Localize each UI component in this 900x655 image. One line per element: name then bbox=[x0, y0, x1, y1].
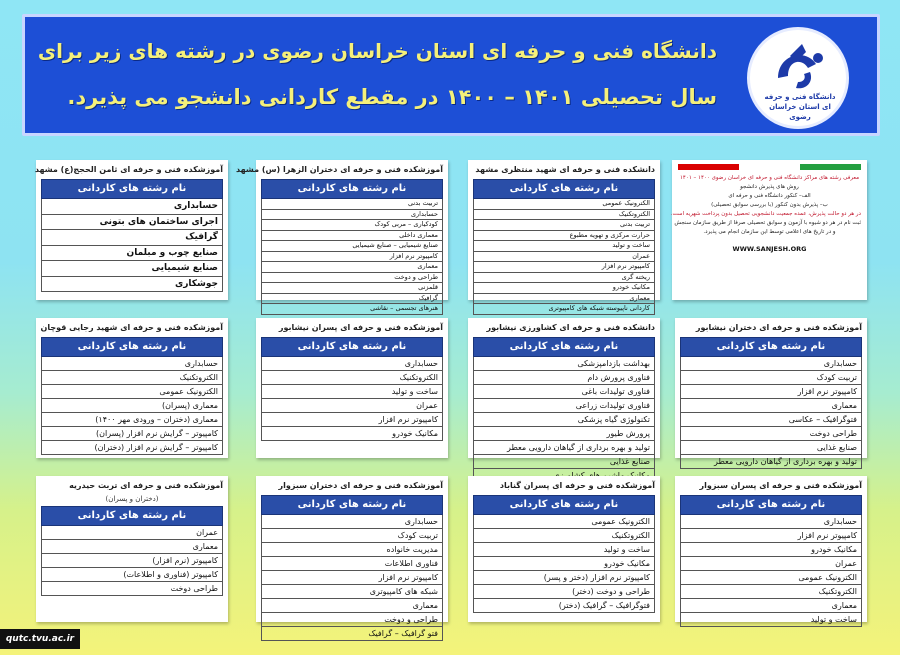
college-card bbox=[468, 160, 660, 312]
header-banner bbox=[22, 14, 880, 136]
college-title: آموزشکده فنی و حرفه ای دختران الزهرا (س) مشهد bbox=[236, 165, 443, 174]
site-url-label[interactable]: qutc.tvu.ac.ir bbox=[0, 629, 80, 649]
majors-header: نام رشته های کاردانی bbox=[261, 179, 443, 199]
major-item: معماری (دختران – ورودی مهر ۱۴۰۰) bbox=[41, 413, 223, 427]
major-item: الکتروتکنیک bbox=[41, 371, 223, 385]
major-item: ساخت و تولید bbox=[680, 613, 862, 627]
majors-header: نام رشته های کاردانی bbox=[261, 337, 443, 357]
college-card bbox=[256, 476, 448, 638]
major-item: الکتروتکنیک bbox=[473, 210, 655, 221]
college-card bbox=[36, 476, 228, 622]
college-title: آموزشکده فنی و حرفه ای پسران گناباد bbox=[499, 481, 655, 490]
major-item: تربیت کودک bbox=[261, 529, 443, 543]
major-item: کامپیوتر نرم افزار bbox=[680, 385, 862, 399]
major-item: اجرای ساختمان های بتونی bbox=[41, 215, 223, 231]
majors-header: نام رشته های کاردانی bbox=[41, 179, 223, 199]
major-item: ساخت و تولید bbox=[473, 241, 655, 252]
major-item: طراحی دوخت bbox=[41, 582, 223, 596]
major-item: معماری bbox=[680, 399, 862, 413]
major-item: شبکه های کامپیوتری bbox=[261, 585, 443, 599]
major-item: فتوگرافیک – عکاسی bbox=[680, 413, 862, 427]
major-item: صنایع چوب و مبلمان bbox=[41, 246, 223, 262]
majors-header: نام رشته های کاردانی bbox=[473, 495, 655, 515]
majors-list bbox=[680, 515, 862, 627]
college-subtitle: (دختران و پسران) bbox=[105, 495, 159, 503]
major-item: کامپیوتر (نرم افزار) bbox=[41, 554, 223, 568]
major-item: معماری داخلی bbox=[261, 231, 443, 242]
major-item: حرارت مرکزی و تهویه مطبوع bbox=[473, 231, 655, 242]
majors-list bbox=[473, 515, 655, 613]
notice-line: ثبت نام در هر دو شیوه با آزمون و سوابق تحصیلی صرفا از طریق سازمان سنجش bbox=[674, 220, 861, 226]
university-logo bbox=[747, 27, 849, 129]
majors-header: نام رشته های کاردانی bbox=[473, 179, 655, 199]
major-item: فناوری تولیدات باغی bbox=[473, 385, 655, 399]
notice-line: روش های پذیرش دانشجو bbox=[740, 184, 799, 190]
major-item: حسابداری bbox=[261, 210, 443, 221]
major-item: عمران bbox=[473, 252, 655, 263]
majors-header: نام رشته های کاردانی bbox=[41, 337, 223, 357]
major-item: فناوری اطلاعات bbox=[261, 557, 443, 571]
college-card bbox=[675, 318, 867, 466]
major-item: تربیت بدنی bbox=[473, 220, 655, 231]
major-item: مکانیک خودرو bbox=[473, 283, 655, 294]
major-item: حسابداری bbox=[261, 515, 443, 529]
logo-caption: دانشگاه فنی و حرفه ای استان خراسان رضوی bbox=[764, 93, 836, 121]
major-item: تولید و بهره برداری از گیاهان دارویی معطر bbox=[680, 455, 862, 469]
major-item: تولید و بهره برداری از گیاهان دارویی معطر bbox=[473, 441, 655, 455]
major-item: الکترونیک عمومی bbox=[41, 385, 223, 399]
notice-line: و در تاریخ های اعلامی توسط این سازمان انجام می پذیرد. bbox=[703, 229, 836, 235]
major-item: کامپیوتر – گرایش نرم افزار (پسران) bbox=[41, 427, 223, 441]
major-item: ساخت و تولید bbox=[261, 385, 443, 399]
majors-list bbox=[261, 515, 443, 641]
major-item: تربیت بدنی bbox=[261, 199, 443, 210]
major-item: فناوری پرورش دام bbox=[473, 371, 655, 385]
major-item: حسابداری bbox=[680, 515, 862, 529]
major-item: ریخته گری bbox=[473, 273, 655, 284]
major-item: صنایع غذایی bbox=[473, 455, 655, 469]
major-item: کامپیوتر نرم افزار bbox=[473, 262, 655, 273]
college-title: آموزشکده فنی و حرفه ای دختران نیشابور bbox=[695, 323, 862, 332]
major-item: عمران bbox=[680, 557, 862, 571]
major-item: کامپیوتر نرم افزار bbox=[261, 571, 443, 585]
major-item: تکنولوژی گیاه پزشکی bbox=[473, 413, 655, 427]
college-title: آموزشکده فنی و حرفه ای ثامن الحجج(ع) مشهد bbox=[34, 165, 223, 174]
major-item: حسابداری bbox=[680, 357, 862, 371]
major-item: مکانیک خودرو bbox=[680, 543, 862, 557]
major-item: طراحی دوخت bbox=[680, 427, 862, 441]
majors-header: نام رشته های کاردانی bbox=[41, 506, 223, 526]
major-item: حسابداری bbox=[41, 357, 223, 371]
majors-list bbox=[261, 199, 443, 315]
college-title: آموزشکده فنی و حرفه ای پسران نیشابور bbox=[278, 323, 443, 332]
major-item: الکترونیک عمومی bbox=[473, 199, 655, 210]
major-item: کامپیوتر – گرایش نرم افزار (دختران) bbox=[41, 441, 223, 455]
majors-header: نام رشته های کاردانی bbox=[473, 337, 655, 357]
major-item: مکانیک خودرو bbox=[473, 557, 655, 571]
college-card bbox=[36, 160, 228, 300]
major-item: فتوگرافیک – گرافیک (دختر) bbox=[473, 599, 655, 613]
majors-list bbox=[473, 199, 655, 315]
majors-list bbox=[680, 357, 862, 469]
college-title: آموزشکده فنی و حرفه ای پسران سبزوار bbox=[699, 481, 862, 490]
college-title: آموزشکده فنی و حرفه ای تربت حیدریه bbox=[69, 481, 223, 490]
major-item: بهداشت بازدامپزشکی bbox=[473, 357, 655, 371]
major-item: کامپیوتر نرم افزار bbox=[680, 529, 862, 543]
major-item: کامپیوتر (فناوری و اطلاعات) bbox=[41, 568, 223, 582]
college-card bbox=[468, 318, 660, 466]
majors-list bbox=[41, 526, 223, 596]
major-item: گرافیک bbox=[261, 294, 443, 305]
major-item: فتو گرافیک – گرافیک bbox=[261, 627, 443, 641]
major-item: صنایع شیمیایی bbox=[41, 261, 223, 277]
major-item: معماری bbox=[680, 599, 862, 613]
college-card bbox=[256, 318, 448, 458]
major-item: الکترونیک عمومی bbox=[473, 515, 655, 529]
major-item: معماری bbox=[261, 262, 443, 273]
majors-list bbox=[473, 357, 655, 483]
iran-flag-icon bbox=[678, 164, 861, 170]
college-card bbox=[468, 476, 660, 622]
admission-notice bbox=[672, 160, 867, 300]
majors-list bbox=[41, 357, 223, 455]
header-line-1: دانشگاه فنی و حرفه ای استان خراسان رضوی در رشته های زیر برای bbox=[37, 39, 717, 63]
notice-line: در هر دو حالت پذیرش، عمده جمعیت دانشجویی تحصیل بدون پرداخت شهریه است. bbox=[670, 211, 861, 217]
major-item: معماری bbox=[41, 540, 223, 554]
major-item: الکترونیک عمومی bbox=[680, 571, 862, 585]
major-item: معماری bbox=[261, 599, 443, 613]
major-item: حسابداری bbox=[261, 357, 443, 371]
major-item: عمران bbox=[41, 526, 223, 540]
major-item: فناوری تولیدات زراعی bbox=[473, 399, 655, 413]
college-title: آموزشکده فنی و حرفه ای شهید رجایی قوچان bbox=[40, 323, 223, 332]
major-item: الکتروتکنیک bbox=[261, 371, 443, 385]
major-item: هنرهای تجسمی – نقاشی bbox=[261, 304, 443, 315]
notice-line: معرفی رشته های مراکز دانشگاه فنی و حرفه ای خراسان رضوی ۱۴۰۰ – ۱۴۰۱ bbox=[679, 175, 860, 181]
college-title: آموزشکده فنی و حرفه ای دختران سبزوار bbox=[278, 481, 443, 490]
major-item: صنایع غذایی bbox=[680, 441, 862, 455]
college-card bbox=[36, 318, 228, 458]
major-item: قلمزنی bbox=[261, 283, 443, 294]
notice-line: ب– پذیرش بدون کنکور (با بررسی سوابق تحصیلی) bbox=[711, 202, 828, 208]
major-item: معماری (پسران) bbox=[41, 399, 223, 413]
college-title: دانشکده فنی و حرفه ای شهید منتظری مشهد bbox=[475, 165, 655, 174]
majors-header: نام رشته های کاردانی bbox=[261, 495, 443, 515]
major-item: صنایع شیمیایی – صنایع شیمیایی bbox=[261, 241, 443, 252]
college-card bbox=[675, 476, 867, 622]
major-item: معماری bbox=[473, 294, 655, 305]
major-item: الکتروتکنیک bbox=[680, 585, 862, 599]
major-item: الکتروتکنیک bbox=[473, 529, 655, 543]
major-item: کامپیوتر نرم افزار bbox=[261, 413, 443, 427]
major-item: طراحی و دوخت bbox=[261, 613, 443, 627]
major-item: عمران bbox=[261, 399, 443, 413]
majors-list bbox=[261, 357, 443, 441]
college-card bbox=[236, 160, 448, 312]
major-item: پرورش طیور bbox=[473, 427, 655, 441]
major-item: کامپیوتر نرم افزار (دختر و پسر) bbox=[473, 571, 655, 585]
major-item: مدیریت خانواده bbox=[261, 543, 443, 557]
major-item: گرافیک bbox=[41, 230, 223, 246]
major-item: کامپیوتر نرم افزار bbox=[261, 252, 443, 263]
majors-header: نام رشته های کاردانی bbox=[680, 495, 862, 515]
sanjesh-link[interactable]: WWW.SANJESH.ORG bbox=[732, 245, 807, 253]
major-item: کودکیاری – مربی کودک bbox=[261, 220, 443, 231]
header-line-2: سال تحصیلی ۱۴۰۱ – ۱۴۰۰ در مقطع کاردانی دانشجو می پذیرد. bbox=[67, 85, 717, 109]
major-item: تربیت کودک bbox=[680, 371, 862, 385]
majors-list bbox=[41, 199, 223, 292]
notice-line: الف– کنکور دانشگاه فنی و حرفه ای bbox=[728, 193, 811, 199]
major-item: طراحی و دوخت bbox=[261, 273, 443, 284]
major-item: کاردانی ناپیوسته شبکه های کامپیوتری bbox=[473, 304, 655, 315]
major-item: مکانیک خودرو bbox=[261, 427, 443, 441]
major-item: ساخت و تولید bbox=[473, 543, 655, 557]
majors-header: نام رشته های کاردانی bbox=[680, 337, 862, 357]
major-item: جوشکاری bbox=[41, 277, 223, 293]
major-item: طراحی و دوخت (دختر) bbox=[473, 585, 655, 599]
college-title: دانشکده فنی و حرفه ای کشاورزی نیشابور bbox=[486, 323, 655, 332]
major-item: حسابداری bbox=[41, 199, 223, 215]
